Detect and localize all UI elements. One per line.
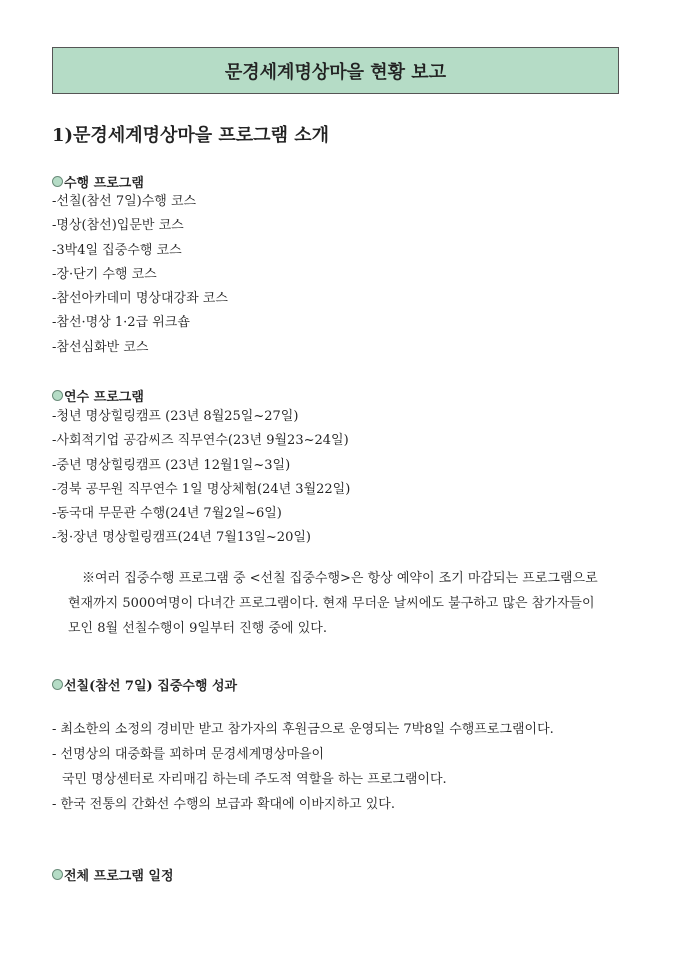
circle-bullet-icon — [52, 869, 63, 880]
list-item: -동국대 무문관 수행(24년 7월2일~6일) — [52, 506, 282, 522]
list-item: -참선아카데미 명상대강좌 코스 — [52, 291, 228, 307]
note-line: ※여러 집중수행 프로그램 중 <선칠 집중수행>은 항상 예약이 조기 마감되는 프로그램으로 — [82, 571, 598, 586]
list-item: -명상(참선)입문반 코스 — [52, 218, 184, 234]
circle-bullet-icon — [52, 176, 63, 187]
note-line: 모인 8월 선칠수행이 9일부터 진행 중에 있다. — [68, 621, 327, 636]
subhead-seonchil-performance — [52, 675, 237, 694]
list-item: -선칠(참선 7일)수행 코스 — [52, 194, 197, 209]
performance-line: - 한국 전통의 간화선 수행의 보급과 확대에 이바지하고 있다. — [52, 797, 395, 812]
list-item: -사회적기업 공감씨즈 직무연수(23년 9월23~24일) — [52, 433, 349, 449]
subhead-training-programs — [52, 386, 144, 405]
report-title-box — [52, 47, 619, 94]
section-heading-program-intro: 1)문경세계명상마을 프로그램 소개 — [52, 125, 330, 146]
subhead-label: 전체 프로그램 일정 — [64, 869, 174, 884]
seonchil-note — [68, 566, 623, 641]
subhead-label: 연수 프로그램 — [64, 390, 144, 405]
circle-bullet-icon — [52, 390, 63, 401]
subhead-full-schedule — [52, 865, 174, 884]
subhead-practice-programs — [52, 172, 144, 191]
subhead-label: 수행 프로그램 — [64, 176, 144, 191]
list-item: -장·단기 수행 코스 — [52, 266, 157, 282]
performance-line: - 선명상의 대중화를 꾀하며 문경세계명상마을이 — [52, 747, 325, 762]
list-item: -경북 공무원 직무연수 1일 명상체험(24년 3월22일) — [52, 481, 351, 497]
performance-line: 국민 명상센터로 자리매김 하는데 주도적 역할을 하는 프로그램이다. — [62, 772, 447, 787]
list-item: -3박4일 집중수행 코스 — [52, 242, 182, 258]
practice-program-list — [52, 190, 228, 360]
performance-list — [52, 717, 554, 817]
circle-bullet-icon — [52, 679, 63, 690]
subhead-label: 선칠(참선 7일) 집중수행 성과 — [64, 679, 238, 694]
list-item: -참선·명상 1·2급 위크숍 — [52, 315, 190, 331]
list-item: -중년 명상힐링캠프 (23년 12월1일~3일) — [52, 457, 291, 473]
list-item: -참선심화반 코스 — [52, 339, 149, 355]
report-title: 문경세계명상마을 현황 보고 — [224, 61, 447, 83]
list-item: -청·장년 명상힐링캠프(24년 7월13일~20일) — [52, 530, 311, 546]
performance-line: - 최소한의 소정의 경비만 받고 참가자의 후원금으로 운영되는 7박8일 수행프로그램이다. — [52, 722, 554, 737]
note-line: 현재까지 5000여명이 다녀간 프로그램이다. 현재 무더운 날씨에도 불구하고 많은 참가자들이 — [68, 596, 595, 611]
list-item: -청년 명상힐링캠프 (23년 8월25일~27일) — [52, 409, 299, 424]
training-program-list — [52, 405, 350, 551]
